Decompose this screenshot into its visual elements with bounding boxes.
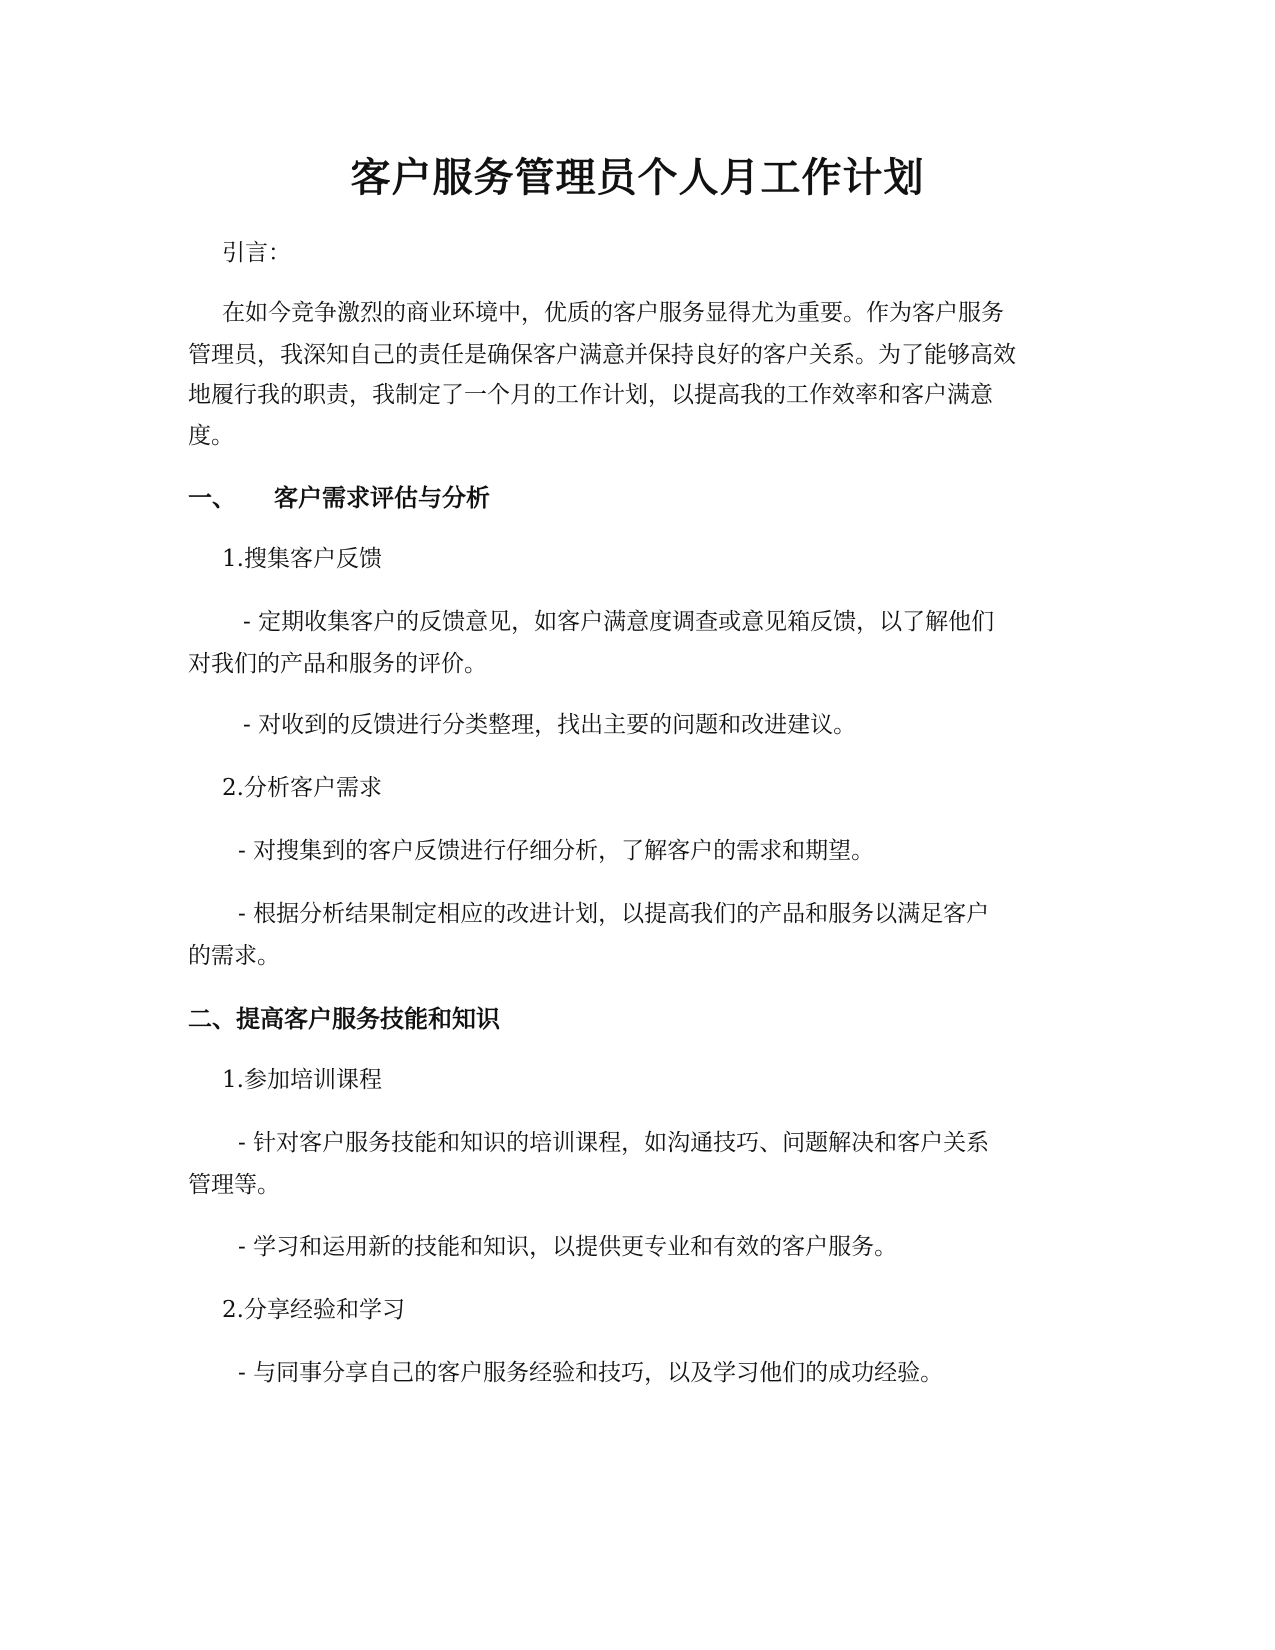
intro-label: 引言： [222,240,291,266]
intro-paragraph-line-1: 在如今竞争激烈的商业环境中，优质的客户服务显得尤为重要。作为客户服务 [222,300,1004,326]
section-2-item-1-title: 1.参加培训课程 [222,1067,382,1093]
section-1-item-1-bullet-1-line-1: - 定期收集客户的反馈意见，如客户满意度调查或意见箱反馈，以了解他们 [243,609,995,635]
section-1-item-2-bullet-2-line-2: 的需求。 [188,943,280,969]
section-2-heading: 二、提高客户服务技能和知识 [188,1005,500,1033]
section-1-number: 一、 [188,484,236,512]
section-2-item-2-bullet-1: - 与同事分享自己的客户服务经验和技巧，以及学习他们的成功经验。 [238,1360,944,1386]
intro-paragraph-line-3: 地履行我的职责，我制定了一个月的工作计划，以提高我的工作效率和客户满意 [188,382,993,408]
section-1-heading [188,476,1088,520]
section-2-item-2-title: 2.分享经验和学习 [222,1297,405,1323]
section-1-item-1-bullet-2: - 对收到的反馈进行分类整理，找出主要的问题和改进建议。 [243,712,857,738]
section-2-item-1-bullet-1-line-1: - 针对客户服务技能和知识的培训课程，如沟通技巧、问题解决和客户关系 [238,1130,990,1156]
section-1-title: 客户需求评估与分析 [274,484,490,512]
document-title: 客户服务管理员个人月工作计划 [350,155,925,201]
section-1-item-2-title: 2.分析客户需求 [222,775,382,801]
section-2-item-1-bullet-1-line-2: 管理等。 [188,1172,280,1198]
section-1-item-1-bullet-1-line-2: 对我们的产品和服务的评价。 [188,651,487,677]
section-1-item-2-bullet-1: - 对搜集到的客户反馈进行仔细分析，了解客户的需求和期望。 [238,838,875,864]
intro-paragraph-line-4: 度。 [188,423,234,449]
section-1-item-2-bullet-2-line-1: - 根据分析结果制定相应的改进计划，以提高我们的产品和服务以满足客户 [238,901,990,927]
intro-paragraph-line-2: 管理员，我深知自己的责任是确保客户满意并保持良好的客户关系。为了能够高效 [188,342,1016,368]
section-2-item-1-bullet-2: - 学习和运用新的技能和知识，以提供更专业和有效的客户服务。 [238,1234,898,1260]
section-1-item-1-title: 1.搜集客户反馈 [222,546,382,572]
